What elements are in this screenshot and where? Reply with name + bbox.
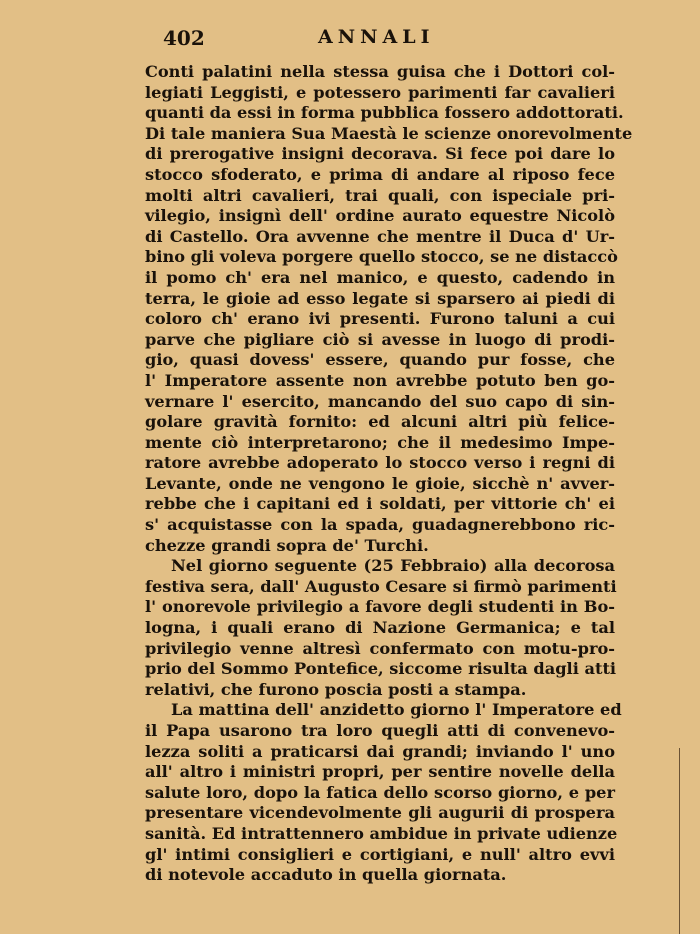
page-edge-line	[679, 748, 680, 934]
body-text	[145, 62, 633, 886]
text-line: festiva sera, dall' Augusto Cesare si firmò parimenti	[145, 576, 617, 596]
text-line: Levante, onde ne vengono le gioie, sicchè n' avver-	[145, 473, 615, 493]
text-line: terra, le gioie ad esso legate si sparsero ai piedi di	[145, 288, 615, 308]
text-line: sanità. Ed intrattennero ambidue in private udienze	[145, 823, 618, 843]
text-line: vilegio, insignì dell' ordine aurato equestre Nicolò	[145, 206, 615, 226]
text-line: il Papa usarono tra loro quegli atti di convenevo-	[145, 721, 615, 740]
text-line: rebbe che i capitani ed i soldati, per vittorie ch' ei	[145, 494, 615, 514]
text-line: gio, quasi dovess' essere, quando pur fosse, che	[145, 350, 615, 370]
text-line: prio del Sommo Pontefice, siccome risulta dagli atti	[145, 659, 617, 679]
text-line: legiati Leggisti, e potessero parimenti far cavalieri	[145, 82, 615, 102]
page-number: 402	[163, 26, 205, 50]
text-line: Conti palatini nella stessa guisa che i Dottori col-	[145, 62, 615, 81]
text-line: parve che pigliare ciò si avesse in luogo di prodi-	[145, 329, 615, 349]
text-line: Di tale maniera Sua Maestà le scienze onorevolmente	[145, 123, 633, 143]
text-line: gl' intimi consiglieri e cortigiani, e null' altro evvi	[145, 844, 615, 864]
text-line: lezza soliti a praticarsi dai grandi; inviando l' uno	[145, 741, 615, 761]
text-line: di Castello. Ora avvenne che mentre il Duca d' Ur-	[145, 226, 615, 246]
text-line: ratore avrebbe adoperato lo stocco verso i regni di	[145, 453, 615, 473]
text-line: coloro ch' erano ivi presenti. Furono taluni a cui	[145, 309, 615, 329]
text-line: quanti da essi in forma pubblica fossero addottorati.	[145, 103, 624, 123]
text-line: golare gravità fornito: ed alcuni altri più felice-	[145, 412, 615, 432]
paragraph	[145, 556, 615, 700]
text-line: all' altro i ministri propri, per sentire novelle della	[145, 762, 615, 782]
text-line: l' onorevole privilegio a favore degli studenti in Bo-	[145, 597, 615, 617]
text-line: molti altri cavalieri, trai quali, con ispeciale pri-	[145, 185, 615, 205]
text-line: chezze grandi sopra de' Turchi.	[145, 535, 429, 555]
text-line: mente ciò interpretarono; che il medesimo Impe-	[145, 432, 615, 452]
text-line: bino gli voleva porgere quello stocco, se ne distaccò	[145, 247, 618, 267]
running-head: ANNALI	[318, 26, 435, 48]
text-line: vernare l' esercito, mancando del suo capo di sin-	[145, 391, 615, 411]
text-line: stocco sfoderato, e prima di andare al riposo fece	[145, 164, 615, 184]
text-line: di notevole accaduto in quella giornata.	[145, 865, 507, 885]
text-line: il pomo ch' era nel manico, e questo, cadendo in	[145, 267, 615, 287]
text-line: di prerogative insigni decorava. Si fece poi dare lo	[145, 144, 615, 164]
paragraph	[145, 62, 633, 556]
text-line: relativi, che furono poscia posti a stampa.	[145, 679, 527, 699]
text-line: s' acquistasse con la spada, guadagnerebbono ric-	[145, 515, 615, 535]
text-line: presentare vicendevolmente gli augurii di prospera	[145, 803, 615, 823]
text-line: salute loro, dopo la fatica dello scorso giorno, e per	[145, 782, 615, 802]
text-line: l' Imperatore assente non avrebbe potuto ben go-	[145, 370, 615, 390]
text-line: privilegio venne altresì confermato con motu-pro-	[145, 638, 615, 658]
text-line: Nel giorno seguente (25 Febbraio) alla decorosa	[171, 556, 615, 576]
text-line: logna, i quali erano di Nazione Germanica; e tal	[145, 618, 615, 638]
text-line: La mattina dell' anzidetto giorno l' Imperatore ed	[171, 700, 622, 720]
paragraph	[145, 700, 622, 885]
